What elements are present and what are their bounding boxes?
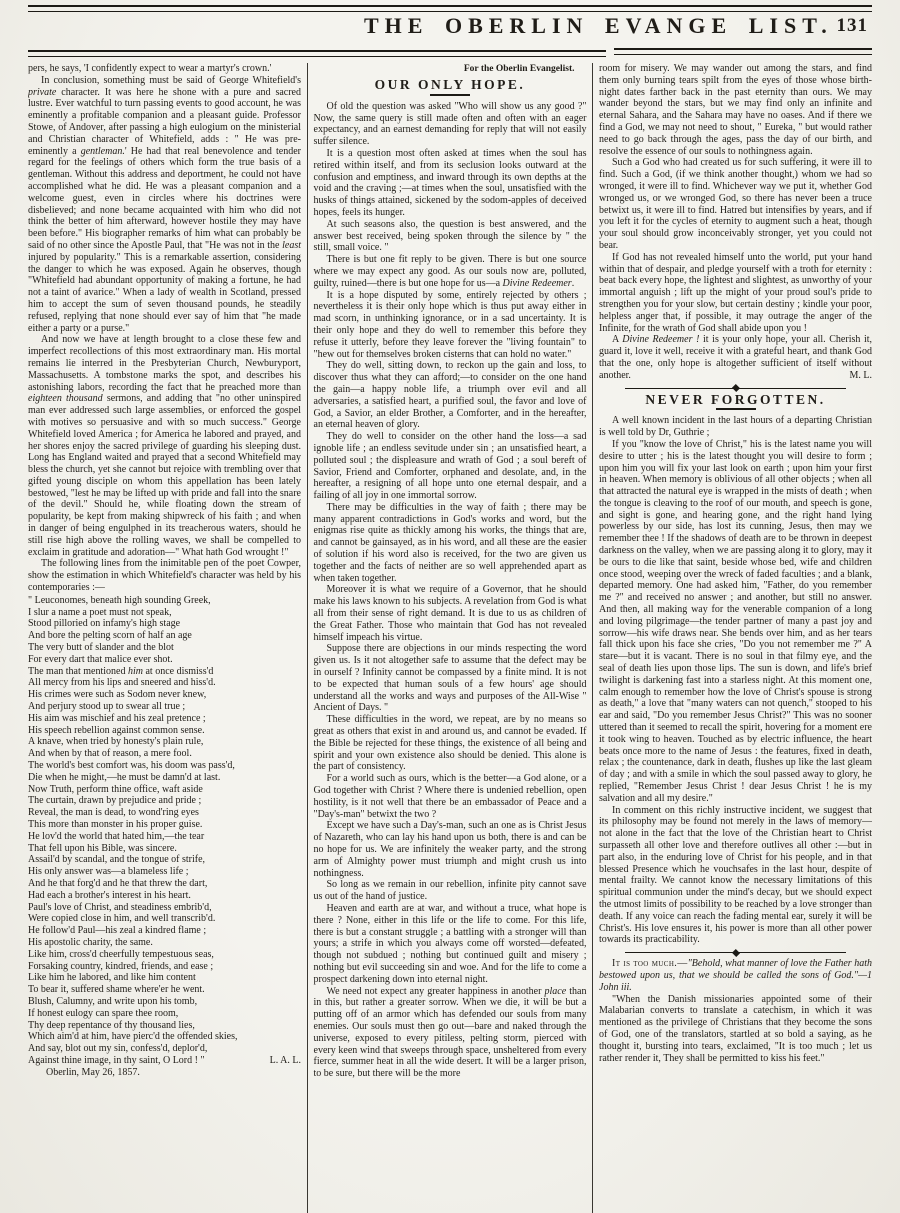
it-is-too-much-item	[599, 958, 872, 993]
column-divider-rule	[592, 63, 593, 1213]
our-only-hope-body	[314, 101, 587, 1080]
article-title-our-only-hope: OUR ONLY HOPE.	[374, 77, 526, 92]
paragraph: There may be difficulties in the way of faith ; there may be many apparent contradictions in God's works and word, but the enigmas rise quite as thickly among his works, the things that are, and cannot be gainsayed, as in his word, and all these are the easier of solution if his word also is received, for the two are given us together and the facts of neither are so well apprehended apart as when taken together.	[313, 501, 587, 584]
paragraph: It is a hope disputed by some, entirely rejected by others ; nevertheless it is their only hope which is thus put away either in mad scorn, in unthinking ignorance, or in a sad uncertainty. It is their only hope and they do well to remember this before they refuse it utterly, before they leave forever the "living fountain" to "hew out for themselves broken cisterns that can hold no water."	[313, 289, 587, 360]
paragraph: They do well, sitting down, to reckon up the gain and loss, to discover thus what they can afford;—to consider on the one hand the gain—a happy noble life, a triumph over evil and all adversaries, a satisfied heart, a purified soul, the favor and love of God, a Savior, an elder Brother, a Comforter, and in the hereafter, an eternal heaven of glory.	[313, 360, 587, 431]
paragraph: It is a question most often asked at times when the soul has retired within itself, and from its seclusion looks outward at the confusion and emptiness, and inward through its own depths at the void and the craving ;—at times when the soul, unsatisfied with the husks of things attained, sickened by the sodom-apples of deceived hopes, feels its hunger.	[313, 147, 587, 218]
paragraph: Of old the question was asked "Who will show us any good ?" Now, the same query is still made often and often with an eager expectancy, and an earnest demanding for reply that will not easily suffer silence.	[313, 100, 587, 148]
paragraph: They do well to consider on the other hand the loss—a sad ignoble life ; an endless sevitude under sin ; an unsatisfied heart, a polluted soul ; the displeasure and wrath of God ; a soul bereft of Savior, Friend and Comforter, orphaned and desolate, and, in the hereafter, a resigning of all hope unto one eternal despair, and a failing of all joy in one immortal sorrow.	[313, 431, 587, 502]
poem-line: His apostolic charity, the same.	[28, 936, 153, 948]
author-initials: L. A. L.	[269, 1054, 301, 1066]
paragraph: Such a God who had created us for such suffering, it were ill to find. Such a God, (if we think another thought,) whom we had so wronged, it were ill to find. Whichever way we put it, whether God wronged us, or we wronged God, so there has never been a truce betwixt us, it were ill to find. Hatred but intensifies by years, and if you left it for the cycles of eternity to augment such a heat, though your soul should grow inconceivably stronger, yet you could not bear.	[599, 157, 872, 251]
poem-line: He lov'd the world that hated him,—the tear	[28, 830, 205, 842]
paragraph: At such seasons also, the question is best answered, and the answer best received, being spoken through the silence by " the still, small voice. "	[313, 218, 587, 254]
paragraph: There is but one fit reply to be given. There is but one source where we may expect any good. As our souls now are, polluted, guilty, ruined—there is but one hope for us—a Divine Redeemer.	[313, 254, 587, 289]
poem-line: Assail'd by scandal, and the tongue of strife,	[28, 854, 206, 866]
credit-line: For the Oberlin Evangelist.	[463, 64, 575, 74]
title-rule	[716, 408, 756, 410]
paragraph: In conclusion, something must be said of George Whitefield's private character. It was here he shone with a pure and sacred lustre. Ever watchful to turn passing events to good account, he was eminently a profitable companion and a pleasant guide. Professor Stowe, of Andover, after passing a high eulogium on the ministerial and Christian character of Whitefield, adds : " He was pre-eminently a gentleman.' He had that real benevolence and tender regard for the feelings of others which form the true basis of a gentleman. Without this address and deportment, he could not have accomplished what he did. He was a pleasant companion and a welcome guest, even in circles where his doctrines were disbelieved; and none became acquainted with him who did not think the better of him afterward, however hostile they may have been before." His biographer remarks of him what can probably be said of no other since the Apostle Paul, that "He was not in the least injured by popularity." This is a remarkable assertion, considering the danger to which he was exposed. Again he observes, though "Whitefield had abundant opportunity of making a fortune, he had not a taint of avarice." When a lady of wealth in Scotland, pressed him to accept the sum of seven thousand pounds, he steadily refused, replying that none should ever say of him that "he made either a party or a purse."	[28, 74, 301, 334]
poem-line: The man that mentioned him at once dismiss'd	[28, 665, 214, 677]
continuation-line: pers, he says, 'I confidently expect to wear a martyr's crown.'	[28, 63, 272, 74]
poem-line: Which aim'd at him, have pierc'd the offended skies,	[28, 1031, 238, 1043]
poem-line: Forsaking country, kindred, friends, and ease ;	[28, 960, 214, 972]
column-layout	[28, 63, 872, 1213]
whitefield-article-body	[28, 75, 301, 594]
paragraph: Suppose there are objections in our minds respecting the word given us. Is it not altogether safe to assume that the defect may be in ourself ? Infinity cannot be compassed by a finite mind. It is not to be expected that human souls of a few hours' age should understand all the works and ways and purposes of the All-Wise " Ancient of Days. "	[313, 643, 587, 714]
poem-line: Had each a brother's interest in his heart.	[28, 889, 191, 901]
section-divider-ornament	[625, 388, 846, 389]
never-forgotten-body	[599, 415, 872, 946]
poem-line: A knave, when tried by honesty's plain rule,	[28, 736, 204, 748]
column-right	[599, 63, 872, 1213]
item-lead-small-caps: It is too much.—	[612, 958, 688, 970]
poem-line: All mercy from his lips and sneered and hiss'd.	[28, 677, 216, 689]
poem-line: If honest eulogy can spare thee room,	[28, 1007, 179, 1019]
poem-line: His crimes were such as Sodom never knew,	[28, 689, 207, 701]
author-initials: M. L.	[849, 369, 872, 381]
poem-line: He follow'd Paul—his zeal a kindred flame ;	[28, 925, 207, 937]
paragraph: If God has not revealed himself unto the world, put your hand within that of despair, and pledge yourself with a troth for eternity : beat back every hope, the lightest and slightest, as unworthy of your immortal anguish ; lift up the might of your proud soul's pride to strengthen you for your slow, but certain destiny ; kindle your poor, helpless anger that, if possible, it may outrage the anger of the Infinite, for the wrath of God shall abide upon you !	[599, 251, 872, 334]
page-header	[28, 12, 872, 45]
header-rule-right	[614, 48, 872, 55]
header-rule-left	[28, 50, 606, 57]
paragraph: A well known incident in the last hours of a departing Christian is well told by Dr, Guthrie ;	[599, 415, 872, 439]
cowper-poem	[28, 595, 301, 1055]
column-divider-rule	[307, 63, 308, 1213]
paragraph: Moreover it is what we require of a Governor, that he should make his laws known to his subjects. A revelation from God is what all from their sense of right demand. It is due to us as children of the Great Father. Those who maintain that God has not revealed himself impeach his virtue.	[313, 584, 587, 643]
poem-line: And when by that of reason, a mere fool.	[28, 748, 192, 760]
page-content	[0, 5, 900, 1213]
paragraph: We need not expect any greater happiness in another place than in this, but rather a greater sorrow. When we die, it will be but a putting off of an armor which has defended our souls from many enemies. Our souls must then go out—bare and naked through the universe, exposed to every pitiless, pelting storm, pierced with every keen wind that sweeps through space, unsheltered from every fierce, summer heat in all the wide desert. It will be a larger prison, to be sure, but there will be the more	[313, 985, 587, 1080]
poem-line: That fell upon his Bible, was sincere.	[28, 842, 177, 854]
poem-line: For every dart that malice ever shot.	[28, 653, 173, 665]
poem-line: This more than monster in his proper guise.	[28, 819, 203, 830]
poem-line: Thy deep repentance of thy thousand lies,	[28, 1019, 195, 1031]
poem-line: Against thine image, in thy saint, O Lord ! "	[28, 1054, 205, 1066]
poem-line: And say, blot out my sin, confess'd, deplor'd,	[28, 1043, 208, 1055]
poem-final-line-row	[28, 1055, 301, 1067]
paragraph: These difficulties in the word, we repeat, are by no means so great as others that exist in and around us, and cannot be evaded. If the Bible be rejected for these things, the existence of all being and spirit and your own existence also should be denied. This alone is the part of consistency.	[313, 714, 587, 773]
poem-line: Blush, Calumny, and write upon his tomb,	[28, 995, 198, 1007]
paragraph: For a world such as ours, which is the better—a God alone, or a God together with Christ ? Where there is undenied rebellion, open hostility, is it not well that there be an embassador of Peace and a "Day's-man" betwixt the two ?	[313, 773, 587, 820]
poem-line: Reveal, the man is dead, to wond'ring eyes	[28, 807, 199, 819]
our-only-hope-continuation	[599, 63, 872, 334]
masthead-title: THE OBERLIN EVANGE LIST.	[364, 13, 833, 38]
article-title-never-forgotten: NEVER FORGOTTEN.	[645, 391, 826, 407]
poem-line: And perjury stood up to swear all true ;	[28, 701, 186, 713]
poem-line: His aim was mischief and his zeal pretence ;	[28, 712, 206, 724]
paragraph: Heaven and earth are at war, and without a truce, what hope is there ? None, either in this life or the life to come. For this life, there is but a constant struggle ; a battling with a stronger will than yours; a strife in which you always come off worsted—defeated, though not subdued ; nothing but continued guilt and misery ; nothing but evil succeeding sin and woe. And for the life to come a prospect darkening down into eternal night.	[313, 902, 587, 985]
poem-line: Die when he might,—he must be damn'd at last.	[28, 771, 221, 783]
poem-line: To bear it, suffered shame where'er he went.	[28, 984, 205, 996]
poem-line: The very butt of slander and the blot	[28, 642, 174, 654]
paragraph: The following lines from the inimitable pen of the poet Cowper, show the estimation in which Whitefield's character was held by his contemporaries :—	[28, 558, 301, 594]
dateline: Oberlin, May 26, 1857.	[46, 1066, 140, 1078]
closing-paragraph	[599, 334, 872, 381]
column-left	[28, 63, 301, 1213]
title-rule	[430, 94, 470, 96]
poem-line: And he that forg'd and he that threw the dart,	[28, 877, 208, 889]
closing-text: A Divine Redeemer ! it is your only hope, your all. Cherish it, guard it, love it well, receive it with a grateful heart, and thank God that the one, only hope is altogether sufficient of itself without another.	[599, 334, 872, 381]
poem-line: Like him he labored, and like him content	[28, 972, 196, 984]
poem-line: The world's best comfort was, his doom was pass'd,	[28, 760, 235, 772]
section-divider-ornament	[625, 952, 846, 953]
poem-line: His speech rebellion against common sense.	[28, 724, 205, 736]
scripture-quote: "Behold, what manner of love the Father hath bestowed upon us, that we should be called the sons of God."—1 John iii.	[599, 958, 872, 993]
poem-line: I slur a name a poet must not speak,	[28, 606, 172, 618]
poem-line: Were copied close in him, and well transcrib'd.	[28, 913, 216, 925]
poem-line: Stood pilloried on infamy's high stage	[28, 618, 181, 630]
top-border-rule	[28, 5, 872, 12]
poem-line: " Leuconomes, beneath high sounding Greek,	[28, 594, 211, 606]
column-center	[314, 63, 587, 1213]
paragraph: room for misery. We may wander out among the stars, and find them only burning tears spilt from the eyes of those whose birth-night dates farther back in the past eternity than ours. We may wander beyond the stars, but we may find only an infinite and eternal Sahara, and the Sahara may have no oases. And if there we find a God, we may not need to shout, " Eureka, " but would rather need to go back through the ages, pass the day of our birth, and resolve the essence of our souls to nothingness again.	[599, 63, 872, 157]
poem-line: His only answer was—a blameless life ;	[28, 866, 189, 878]
poem-line: Now Truth, perform thine office, waft aside	[28, 783, 203, 795]
paragraph: If you "know the love of Christ," his is the latest name you will desire to utter ; his is the latest thought you will desire to form ; upon him you will fix your last look on earth ; upon him your first in heaven. When memory is oblivious of all other objects ; when all that attracted the natural eye is wrapped in the mists of death ; when the tongue is cleaving to the roof of our mouth, and speech is gone, and sight is gone, and hearing gone, and the right hand lying powerless by our side, has lost its cunning, Jesus, then may we remember thee ! If the shadows of death are to be thrown in deepest darkness on the valley, when we are passing along it to glory, may it be ours to die like that saint, beside whose bed, wife and children once stood, weeping over the wreck of faded faculties ; and a blank, departed memory. One had asked him, "Father, do you remember me ?" and received no answer ; and another, but still no answer. And then, all making way for the venerable companion of a long and loving pilgrimage—the tender partner of many a past joy and sorrow—his wife draws near. She bends over him, and as her tears fall thick upon his face she cries, "Do you not remember me ?" A stare—but it is vacant. There is no soul in that filmy eye, and the seal of death lies upon those lips. The sun is down, and life's brief twilight is darkening fast into a starless night. At this moment one, calm enough to remember how the love of Christ's spouse is strong as death," a love that "many waters can not quench,'' stooped to his ear and said, "Do you remember Jesus Christ?" This was no sooner uttered than it seemed to recall the spirit, hovering for a moment ere it took wing to heaven. Touched as by electric influence, the heart beats once more to the name of Jesus : the features, fixed in death, relax ; the countenance, dark in death, flushes up like the last gleam of day ; and with a smile in which the soul passed away to glory, he replied, "Remember Jesus Christ ! dear Jesus Christ ! he is my salvation and all my desire."	[599, 438, 872, 804]
paragraph: Except we have such a Day's-man, such an one as is Christ Jesus of Nazareth, who can lay his hand upon us both, there is and can be no hope for us. We are infinitely the weaker party, and the strong arm of Almighty power must triumph and might crush us into nothingness.	[313, 820, 587, 879]
poem-line: Paul's love of Christ, and steadiness embrib'd,	[28, 901, 212, 913]
paragraph: In comment on this richly instructive incident, we suggest that its philosophy may be found not merely in the laws of memory—not alone in the fact that the love of the Christian heart to Christ surpasseth all other love and therefore outlives all other :—but in part also, in the enduring love of Christ for his people, and in that blessed Presence which he vouchsafes in the last hour, despite of mental frailty. We cannot know the necessary limitations of this spiritual communion under the mind's decay, but we should expect the utmost limits of possibility to be reached by a love stronger than death. If any voice can reach the fading mental ear, surely it will be Christ's. His love ensures it, his power is more than all other power towards its practicability.	[599, 804, 872, 946]
header-rules	[28, 50, 872, 57]
poem-line: The curtain, drawn by prejudice and pride ;	[28, 795, 202, 807]
paragraph: So long as we remain in our rebellion, infinite pity cannot save us out of the hand of justice.	[313, 879, 587, 903]
poem-line: And bore the pelting scorn of half an age	[28, 630, 192, 642]
poem-line: Like him, cross'd cheerfully tempestuous seas,	[28, 948, 214, 960]
danish-missionaries-paragraph: "When the Danish missionaries appointed some of their Malabarian converts to translate a catechism, in which it was mentioned as the privilege of Christians that they become the sons of God, one of the translators, startled at so bold a saying, as he thought it, bursting into tears, exclaimed, "It is too much ; let us rather render it, They shall be permitted to kiss his feet."	[599, 993, 872, 1064]
paragraph: And now we have at length brought to a close these few and imperfect recollections of this most extraordinary man. His mortal remains lie interred in the Presbyterian Church, Newburyport, Massachusetts. A tombstone marks the spot, and describes his astonishing labors, recording the fact that he preached more than eighteen thousand sermons, and adding that "no other uninspired man ever addressed such large assemblies, or enforced the gospel with motives so persuasive and with so much success." George Whitefield loved America ; for America he labored and prayed, and her shores enjoy the sacred privilege of guarding his sleeping dust. Long has England waited and prayed that a second Whitefield may bless the church, yet she cannot but rejoice with trembling over that gifted young disciple on whom this appellation has been lately bestowed, "lest he may be lifted up with pride and fall into the snare of the devil." Should he, while floating down the stream of popularity, be kept from making shipwreck of his faith ; and when in danger of being engulphed in its treacherous waters, should he still rise high above the rolling waves, we shall be compelled to exclaim in gratitude and adoration—" What hath God wrought !"	[28, 334, 301, 558]
page-number: 131	[836, 15, 868, 36]
